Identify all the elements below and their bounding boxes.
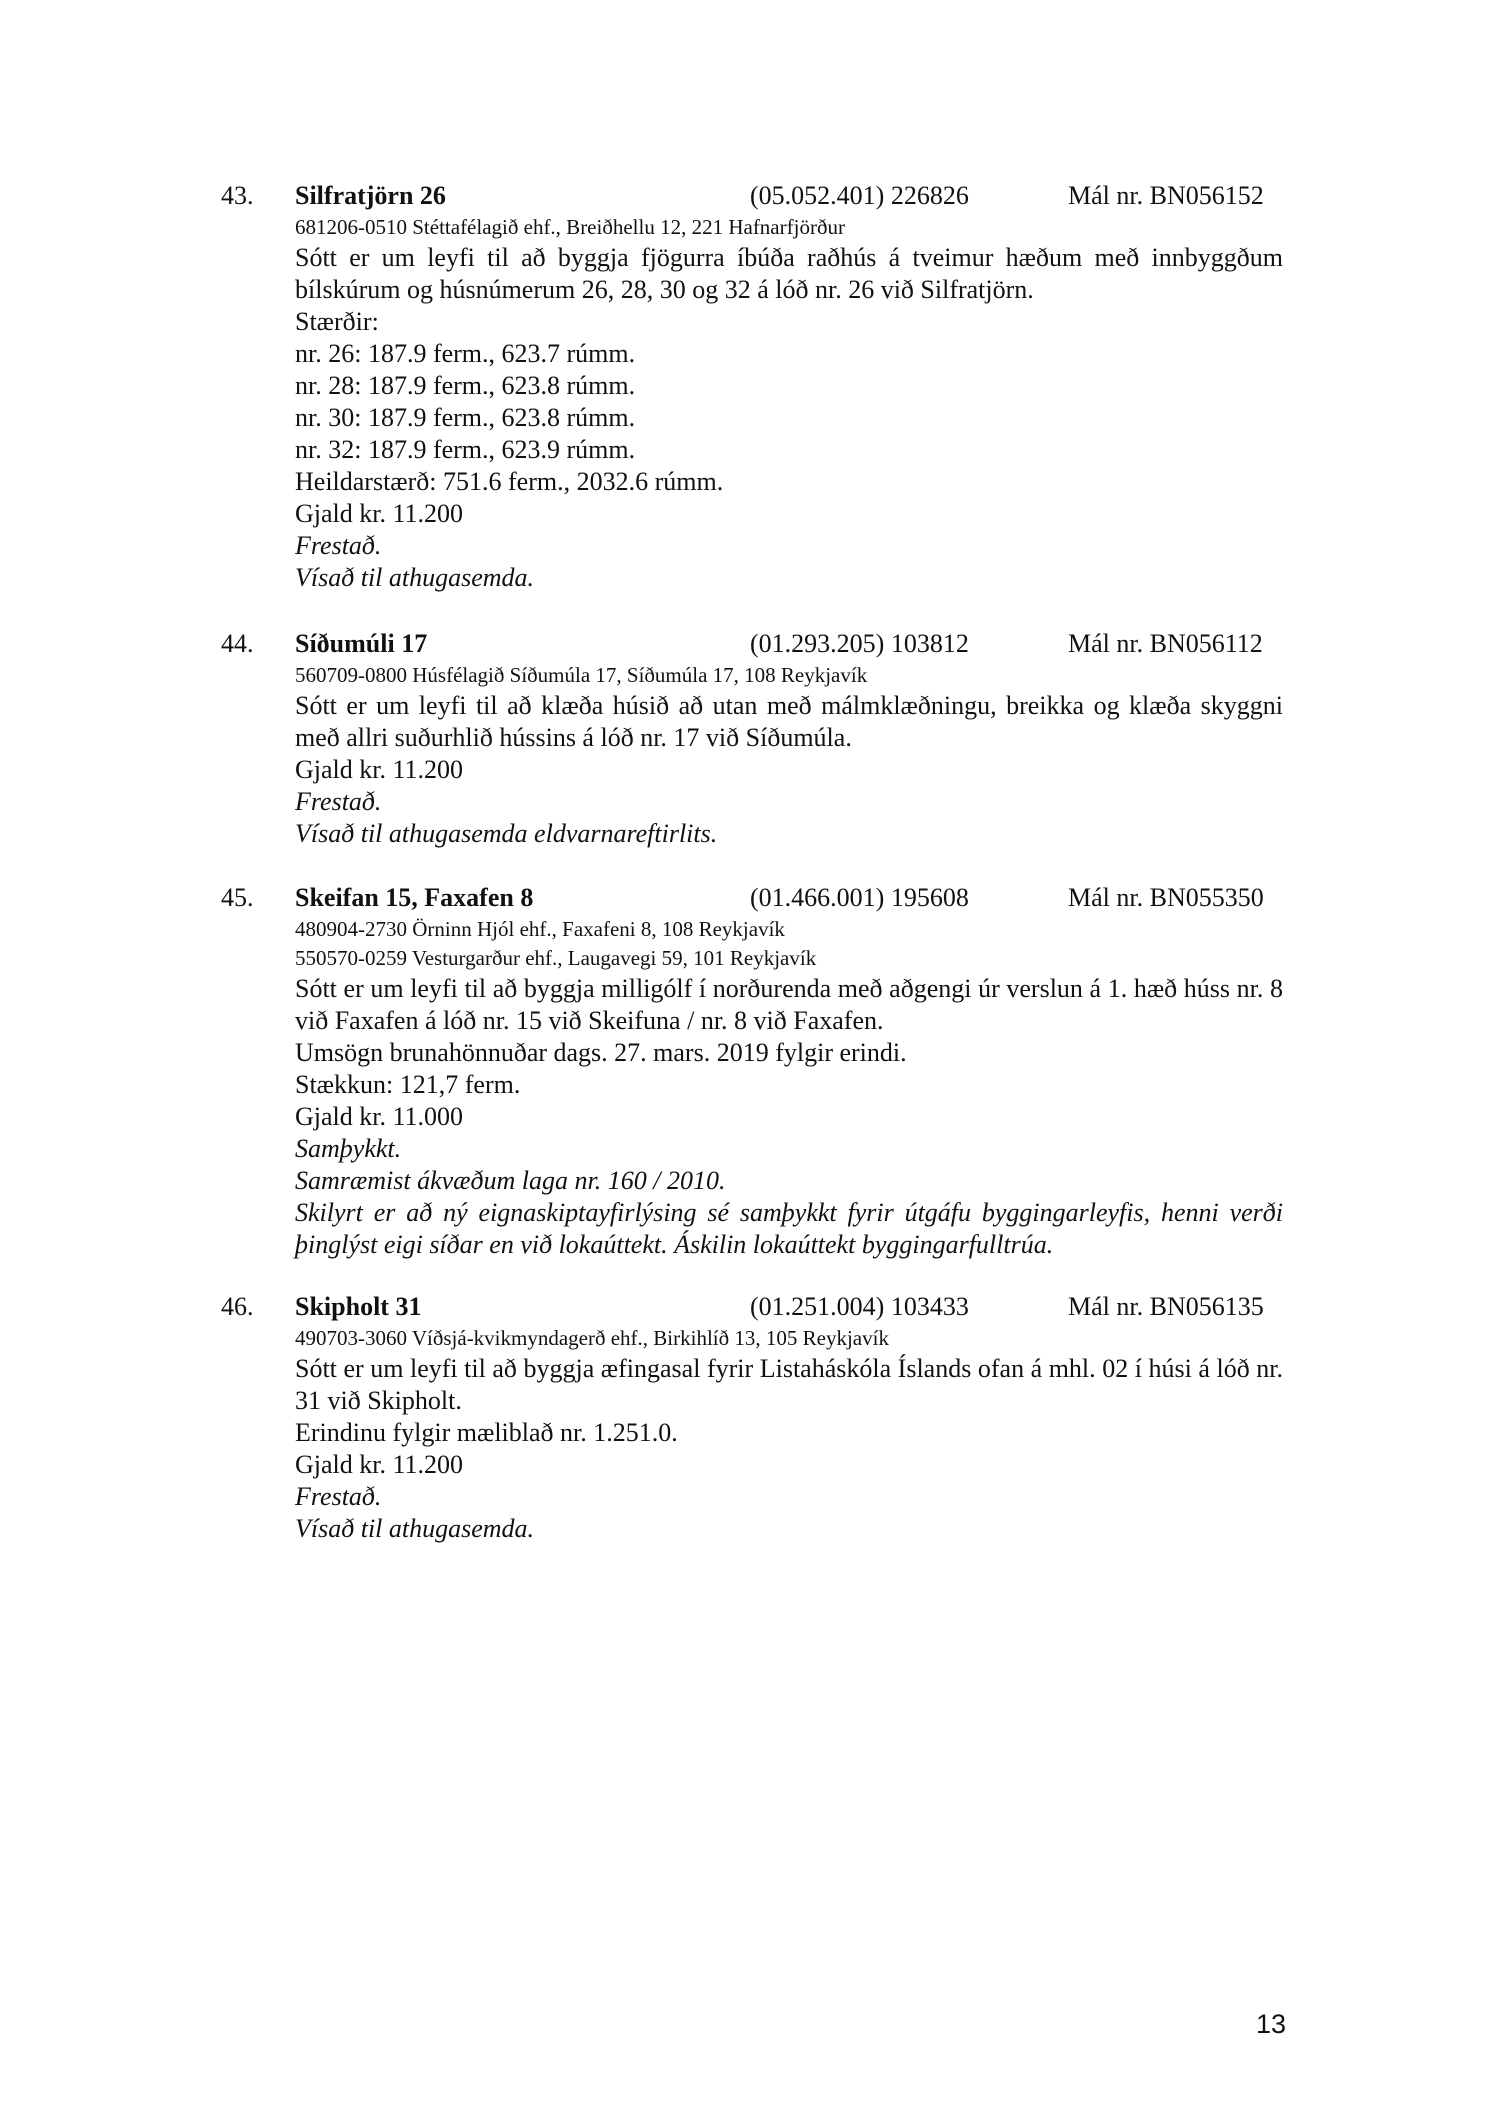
property-reference: (05.052.401) 226826 bbox=[750, 181, 969, 210]
applicant-line: 560709-0800 Húsfélagið Síðumúla 17, Síðumúla 17, 108 Reykjavík bbox=[295, 663, 868, 687]
application-description: Sótt er um leyfi til að byggja æfingasal fyrir Listaháskóla Íslands ofan á mhl. 02 í húsi á lóð nr. 31 við Skipholt. bbox=[295, 1354, 1283, 1415]
case-entry bbox=[221, 179, 1283, 594]
entry-body bbox=[295, 1324, 1283, 1545]
detail-line: nr. 30: 187.9 ferm., 623.8 rúmm. bbox=[295, 403, 636, 432]
application-description: Sótt er um leyfi til að byggja fjögurra íbúða raðhús á tveimur hæðum með innbyggðum bílskúrum og húsnúmerum 26, 28, 30 og 32 á lóð nr. 26 við Silfratjörn. bbox=[295, 243, 1283, 304]
page-number: 13 bbox=[1255, 2009, 1286, 2039]
detail-line: Stærðir: bbox=[295, 307, 379, 336]
property-reference: (01.251.004) 103433 bbox=[750, 1292, 969, 1321]
decision-line: Vísað til athugasemda eldvarnareftirlits. bbox=[295, 819, 718, 848]
case-number: Mál nr. BN056152 bbox=[1068, 181, 1264, 210]
entry-header bbox=[221, 1290, 1283, 1324]
application-description: Sótt er um leyfi til að byggja milligólf í norðurenda með aðgengi úr verslun á 1. hæð húss nr. 8 við Faxafen á lóð nr. 15 við Skeifuna / nr. 8 við Faxafen. bbox=[295, 974, 1283, 1035]
case-entry bbox=[221, 627, 1283, 850]
detail-line: nr. 26: 187.9 ferm., 623.7 rúmm. bbox=[295, 339, 636, 368]
decision-line: Vísað til athugasemda. bbox=[295, 563, 535, 592]
entry-header bbox=[221, 627, 1283, 661]
case-number: Mál nr. BN055350 bbox=[1068, 883, 1264, 912]
decision-line: Samræmist ákvæðum laga nr. 160 / 2010. bbox=[295, 1166, 726, 1195]
detail-line: Erindinu fylgir mæliblað nr. 1.251.0. bbox=[295, 1418, 678, 1447]
entry-number: 45. bbox=[221, 883, 254, 912]
entry-header bbox=[221, 881, 1283, 915]
fee-line: Gjald kr. 11.200 bbox=[295, 1450, 464, 1479]
property-name: Skipholt 31 bbox=[295, 1292, 422, 1321]
decision-line: Samþykkt. bbox=[295, 1134, 402, 1163]
decision-line: Vísað til athugasemda. bbox=[295, 1514, 535, 1543]
property-name: Síðumúli 17 bbox=[295, 629, 428, 658]
case-number: Mál nr. BN056112 bbox=[1068, 629, 1263, 658]
property-reference: (01.293.205) 103812 bbox=[750, 629, 969, 658]
decision-line: Frestað. bbox=[295, 531, 382, 560]
detail-line: nr. 32: 187.9 ferm., 623.9 rúmm. bbox=[295, 435, 636, 464]
condition-text: Skilyrt er að ný eignaskiptayfirlýsing sé samþykkt fyrir útgáfu byggingarleyfis, henni verði þinglýst eigi síðar en við lokaúttekt. Áskilin lokaúttekt byggingarfulltrúa. bbox=[295, 1198, 1283, 1259]
property-reference: (01.466.001) 195608 bbox=[750, 883, 969, 912]
fee-line: Gjald kr. 11.200 bbox=[295, 499, 464, 528]
fee-line: Gjald kr. 11.000 bbox=[295, 1102, 464, 1131]
entry-body bbox=[295, 661, 1283, 850]
detail-line: Stækkun: 121,7 ferm. bbox=[295, 1070, 521, 1099]
applicant-line: 480904-2730 Örninn Hjól ehf., Faxafeni 8, 108 Reykjavík bbox=[295, 917, 785, 941]
case-entry bbox=[221, 881, 1283, 1261]
case-entry bbox=[221, 1290, 1283, 1545]
property-name: Skeifan 15, Faxafen 8 bbox=[295, 883, 534, 912]
case-number: Mál nr. BN056135 bbox=[1068, 1292, 1264, 1321]
entry-header bbox=[221, 179, 1283, 213]
detail-line: Heildarstærð: 751.6 ferm., 2032.6 rúmm. bbox=[295, 467, 724, 496]
property-name: Silfratjörn 26 bbox=[295, 181, 446, 210]
entry-body bbox=[295, 915, 1283, 1261]
applicant-line: 681206-0510 Stéttafélagið ehf., Breiðhellu 12, 221 Hafnarfjörður bbox=[295, 215, 845, 239]
applicant-line: 550570-0259 Vesturgarður ehf., Laugavegi 59, 101 Reykjavík bbox=[295, 946, 817, 970]
detail-line: Umsögn brunahönnuðar dags. 27. mars. 2019 fylgir erindi. bbox=[295, 1038, 907, 1067]
detail-line: nr. 28: 187.9 ferm., 623.8 rúmm. bbox=[295, 371, 636, 400]
application-description: Sótt er um leyfi til að klæða húsið að utan með málmklæðningu, breikka og klæða skyggni með allri suðurhlið hússins á lóð nr. 17 við Síðumúla. bbox=[295, 691, 1283, 752]
decision-line: Frestað. bbox=[295, 1482, 382, 1511]
entry-number: 46. bbox=[221, 1292, 254, 1321]
entry-number: 44. bbox=[221, 629, 254, 658]
decision-line: Frestað. bbox=[295, 787, 382, 816]
applicant-line: 490703-3060 Víðsjá-kvikmyndagerð ehf., Birkihlíð 13, 105 Reykjavík bbox=[295, 1326, 889, 1350]
fee-line: Gjald kr. 11.200 bbox=[295, 755, 464, 784]
entry-number: 43. bbox=[221, 181, 254, 210]
entry-body bbox=[295, 213, 1283, 594]
